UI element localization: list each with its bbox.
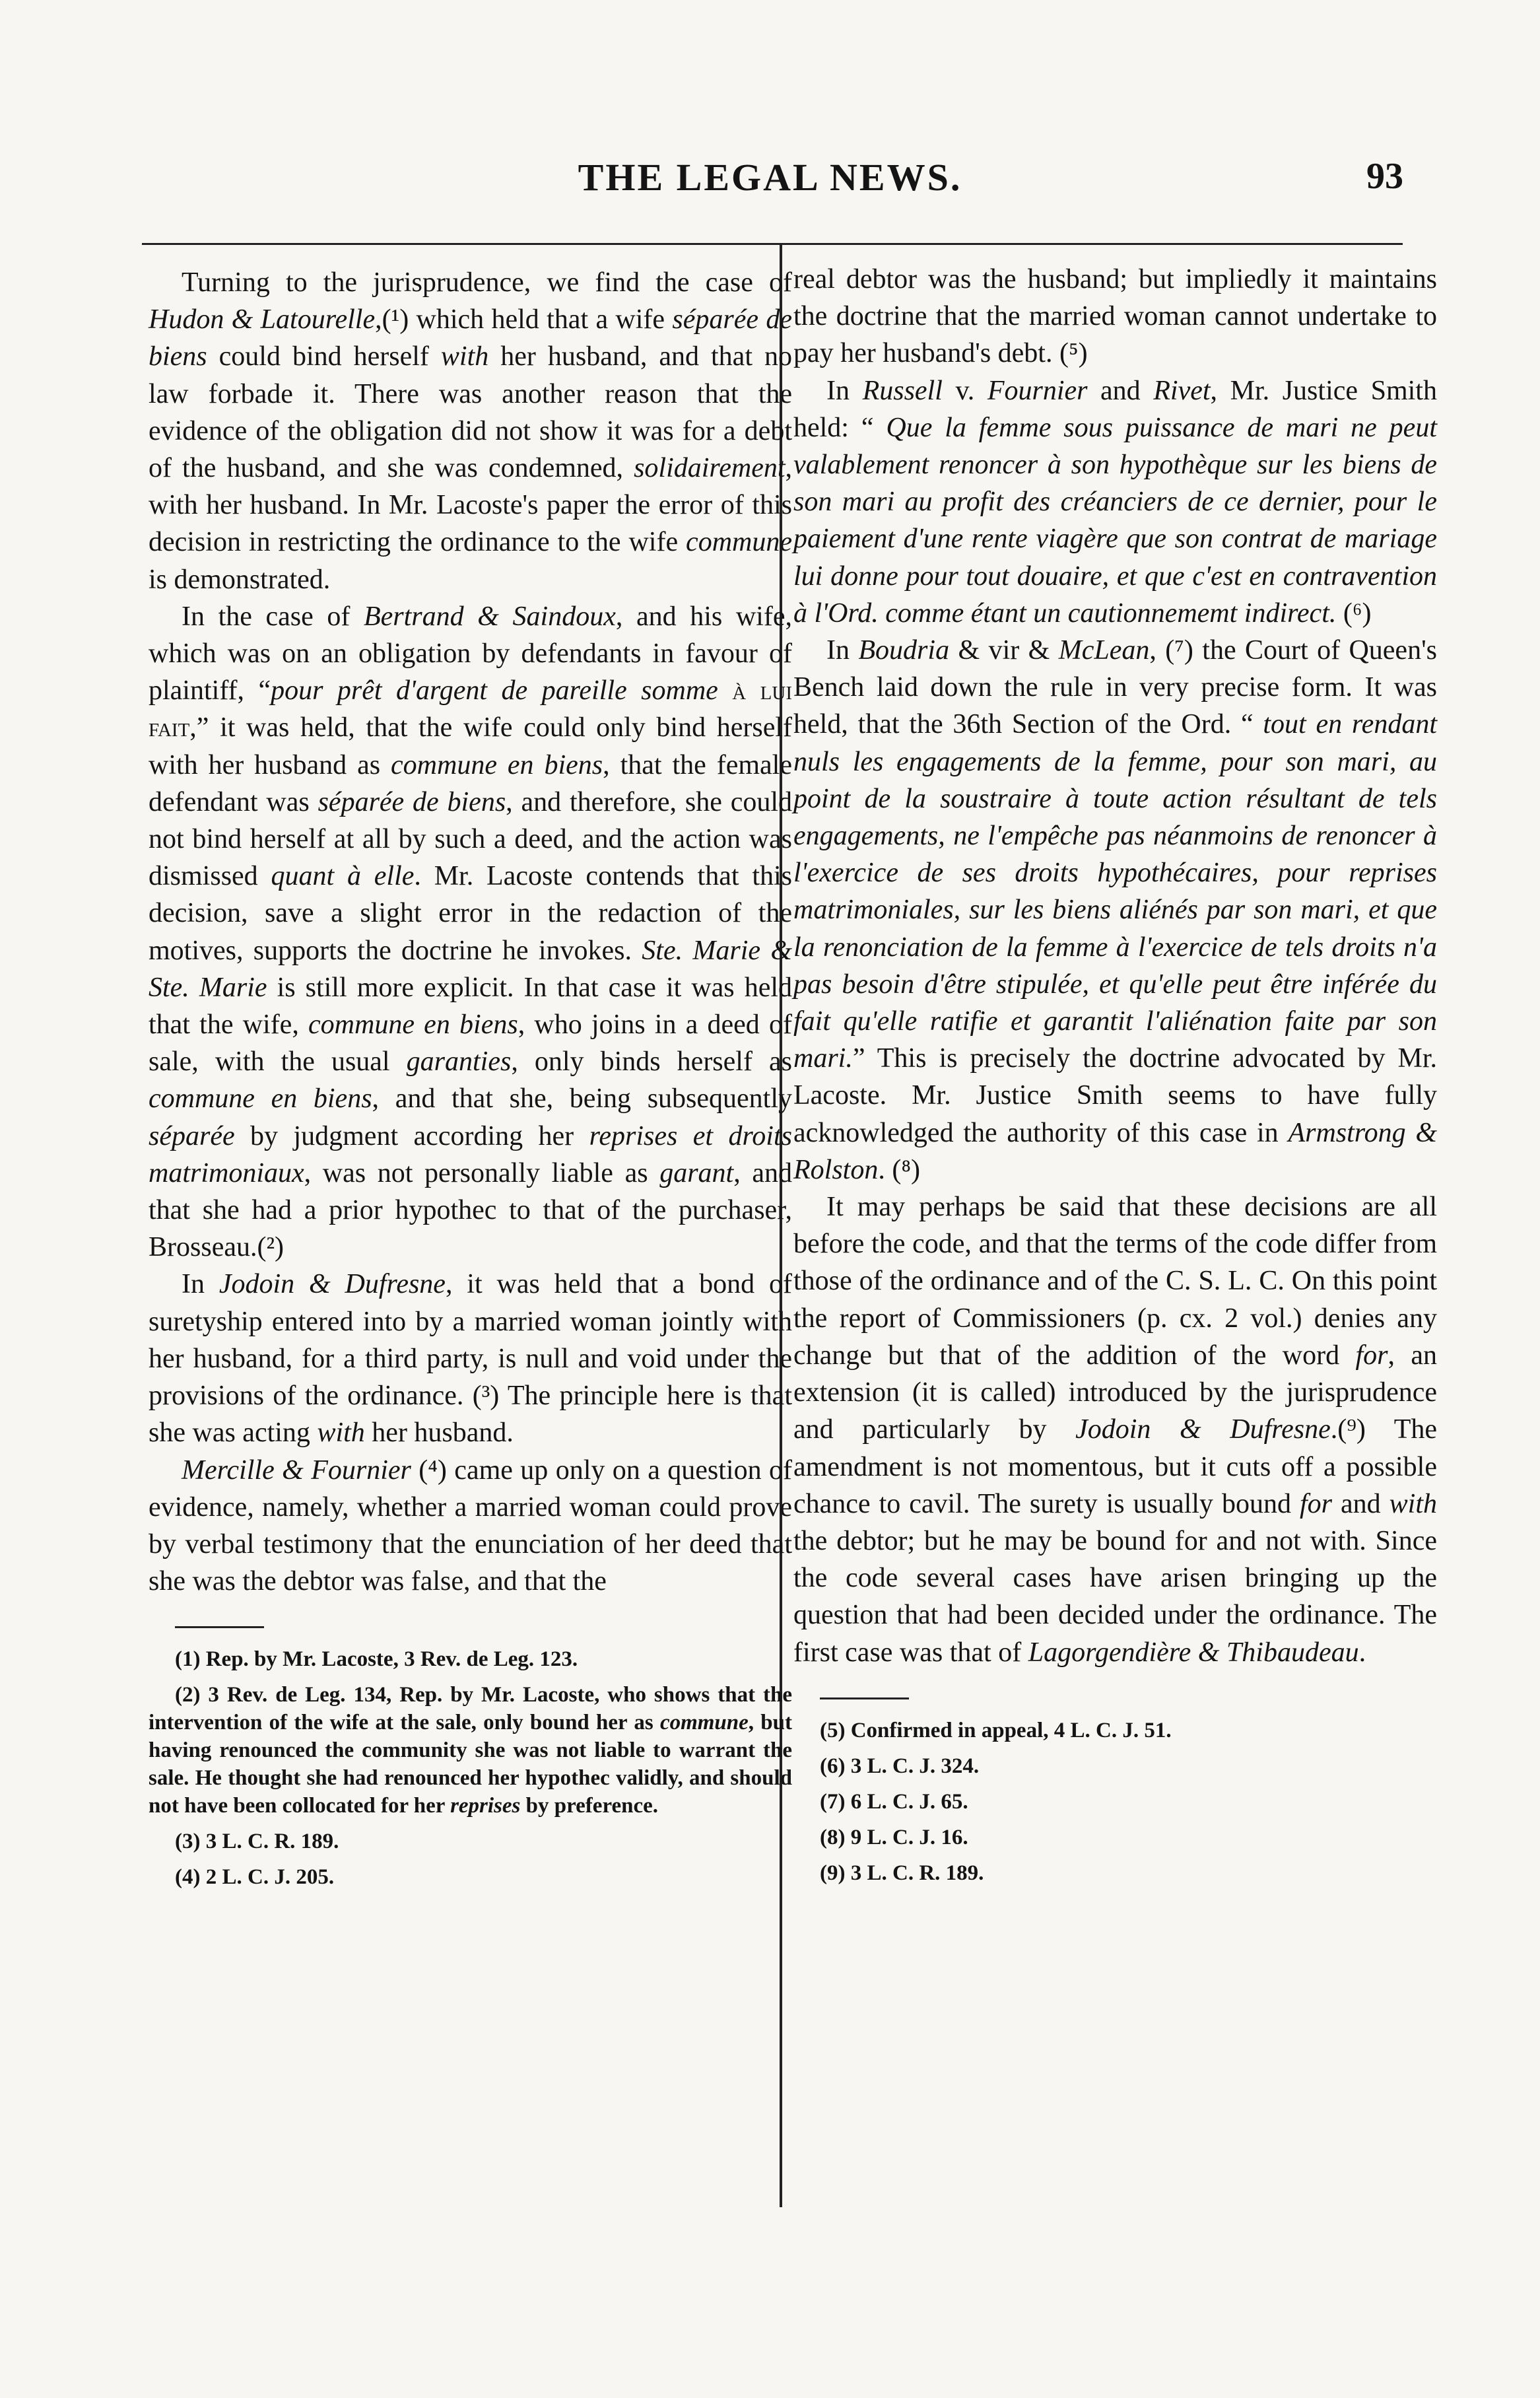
paragraph: real debtor was the husband; but impliedly it maintains the doctrine that the married woman cannot undertake to pay her husband's debt. (⁵): [793, 264, 1437, 369]
paragraph: It may perhaps be said that these decisions are all before the code, and that the terms of the code differ from those of the ordinance and of the C. S. L. C. On this point the report of Commissioners (p. cx. 2 vol.) denies any change but that of the addition of the word for, an extension (it is called) introduced by the jurisprudence and particularly by Jodoin & Dufresne.(⁹) The amendment is not momentous, but it cuts off a possible chance to cavil. The surety is usually bound for and with the debtor; but he may be bound for and not with. Since the code several cases have arisen bringing up the question that had been decided under the ordinance. The first case was that of Lagorgendière & Thibaudeau.: [793, 1192, 1437, 1668]
footnote: (6) 3 L. C. J. 324.: [820, 1754, 980, 1778]
paragraph: Mercille & Fournier (⁴) came up only on a question of evidence, namely, whether a married woman could prove by verbal testimony that the enunciation of her deed that she was the debtor was false, and that the: [149, 1455, 792, 1597]
footnote: (9) 3 L. C. R. 189.: [820, 1861, 984, 1885]
footnotes: [793, 1717, 1437, 1887]
footnote: (7) 6 L. C. J. 65.: [820, 1789, 968, 1814]
left-column: [149, 264, 792, 1899]
paragraph: In Boudria & vir & McLean, (⁷) the Court of Queen's Bench laid down the rule in very precise form. It was held, that the 36th Section of the Ord. “ tout en rendant nuls les engagements de la femme, pour son mari, au point de la soustraire à toute action résultant de tels engagements, ne l'empêche pas néanmoins de renoncer à l'exercice de ses droits hypothécaires, pour reprises matrimoniales, sur les biens aliénés par son mari, et que la renonciation de la femme à l'exercice de tels droits n'a pas besoin d'être stipulée, et qu'elle peut être inférée du fait qu'elle ratifie et garantit l'aliénation faite par son mari.” This is precisely the doctrine advocated by Mr. Lacoste. Mr. Justice Smith seems to have fully acknowledged the authority of this case in Armstrong & Rolston. (⁸): [793, 635, 1437, 1185]
page-number: 93: [1366, 156, 1403, 197]
footnote: (8) 9 L. C. J. 16.: [820, 1825, 968, 1849]
page-header: [0, 155, 1540, 215]
footnote: (5) Confirmed in appeal, 4 L. C. J. 51.: [820, 1718, 1172, 1742]
paragraph: In Russell v. Fournier and Rivet, Mr. Justice Smith held: “ Que la femme sous puissance de mari ne peut valablement renoncer à son hypothèque sur les biens de son mari au profit des créanciers de ce dernier, pour le paiement d'une rente viagère que son contrat de mariage lui donne pour tout douaire, et que c'est en contravention à l'Ord. comme étant un cautionnememt indirect. (⁶): [793, 375, 1437, 629]
footnote: (2) 3 Rev. de Leg. 134, Rep. by Mr. Lacoste, who shows that the intervention of the wife at the sale, only bound her as commune, but having renounced the community she was not liable to warrant the sale. He thought she had renounced her hypothec validly, and should not have been collocated for her reprises by preference.: [149, 1683, 792, 1818]
paragraph: In the case of Bertrand & Saindoux, and his wife, which was on an obligation by defendants in favour of plaintiff, “pour prêt d'argent de pareille somme à lui fait,” it was held, that the wife could only bind herself with her husband as commune en biens, that the female defendant was séparée de biens, and therefore, she could not bind herself at all by such a deed, and the action was dismissed quant à elle. Mr. Lacoste contends that this decision, save a slight error in the redaction of the motives, supports the doctrine he invokes. Ste. Marie & Ste. Marie is still more explicit. In that case it was held that the wife, commune en biens, who joins in a deed of sale, with the usual garanties, only binds herself as commune en biens, and that she, being subsequently séparée by judgment according her reprises et droits matrimoniaux, was not personally liable as garant, and that she had a prior hypothec to that of the purchaser, Brosseau.(²): [149, 601, 793, 1263]
footnote-rule: [175, 1626, 264, 1628]
footnote-rule: [820, 1697, 909, 1699]
footnotes: [149, 1645, 792, 1891]
header-rule: [142, 243, 1403, 245]
right-column: [793, 261, 1437, 1895]
paragraph: In Jodoin & Dufresne, it was held that a bond of suretyship entered into by a married woman jointly with her husband, for a third party, is null and void under the provisions of the ordinance. (³) The principle here is that she was acting with her husband.: [149, 1269, 792, 1449]
footnote: (1) Rep. by Mr. Lacoste, 3 Rev. de Leg. 123.: [175, 1647, 578, 1672]
footnote: (3) 3 L. C. R. 189.: [175, 1830, 339, 1854]
journal-title: THE LEGAL NEWS.: [578, 156, 962, 199]
footnote: (4) 2 L. C. J. 205.: [175, 1865, 335, 1890]
paragraph: Turning to the jurisprudence, we find the case of Hudon & Latourelle,(¹) which held that a wife séparée de biens could bind herself with her husband, and that no law forbade it. There was another reason that the evidence of the obligation did not show it was for a debt of the husband, and she was condemned, solidairement, with her husband. In Mr. Lacoste's paper the error of this decision in restricting the ordinance to the wife commune is demonstrated.: [149, 267, 792, 595]
